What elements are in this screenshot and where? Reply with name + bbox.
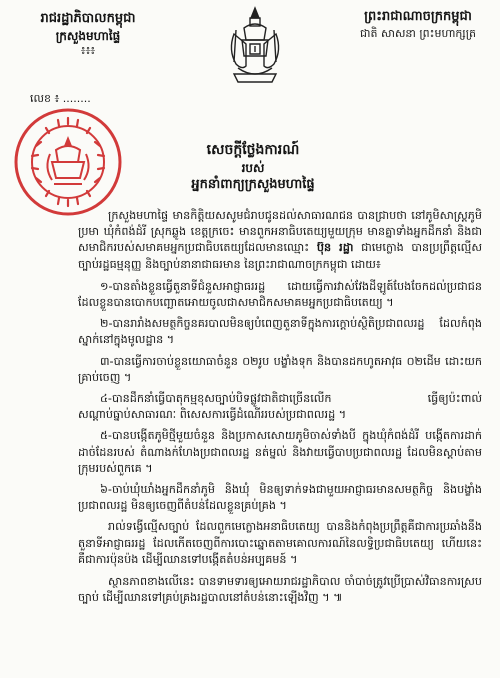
royal-arms-icon bbox=[220, 4, 290, 88]
violation-item-5: ៥-បានបង្កើតភូមិថ្មីមួយចំនួន និងប្រកាសសោយភូមិចាស់ទាំងបី ក្នុងឃុំកំពង់ដំរី បង្កើតការដាក់ដាច់ដែនរបស់ តំណាងក់ហែងប្រជាពលរដ្ឋ នត់ម្នល់ និងវាយធ្វើបាបប្រជាពលរដ្ឋ ដែលមិនស្តាប់តាមក្រុមរបស់ពួកគេ ។ bbox=[78, 429, 482, 475]
document-title bbox=[178, 140, 328, 194]
leader-name: ប៊ុន រដ្ឋា bbox=[316, 241, 354, 255]
end-mark: ៕ bbox=[333, 591, 343, 605]
issuer-ministry: ក្រសួងមហាផ្ទៃ bbox=[55, 29, 121, 43]
statement-body bbox=[78, 208, 482, 612]
conclusion-paragraph: រាល់ទង្វើល្មើសច្បាប់ ដែលពួកមេក្លោងអនាធិបតេយ្យ បាននិងកំពុងប្រព្រឹត្តគឺជាការប្រឆាំងនឹងតួនាទីអាជ្ញាធររដ្ឋ ដែលកើតចេញពីការបោះឆ្នោតតាមគោលការណ៍នៃលទ្ធិប្រជាធិបតេយ្យ ហើយនេះ គឺជាការប៉ុនប៉ង ដើម្បីឈានទៅបង្កើតតំបន់អប្បគមន៍ ។ bbox=[78, 520, 482, 566]
kingdom-motto-block bbox=[340, 8, 496, 42]
national-motto: ជាតិ សាសនា ព្រះមហាក្សត្រ bbox=[360, 27, 476, 40]
title-spokesperson: អ្នកនាំពាក្យក្រសួងមហាផ្ទៃ bbox=[191, 177, 315, 192]
issuer-block bbox=[8, 10, 168, 58]
violation-item-3: ៣-បានធ្វើការចាប់ខ្លួនយោធាចំនួន ០២រូប បង្ខាំងទុក និងបានដកហូតអាវុធ ០២ដើម ដោះយកគ្រាប់ចេញ ។ bbox=[78, 354, 482, 384]
issuer-government: រាជរដ្ឋាភិបាលកម្ពុជា bbox=[40, 11, 136, 26]
violation-item-2: ២-បានរារាំងសមត្ថកិច្ចនគរបាលមិនឲ្យបំពេញតួនាទីក្នុងការក្តោប់ស្ថិតិប្រជាពលរដ្ឋ ដែលកំពុងស្នាក់នៅក្នុងមូលដ្ឋាន ។ bbox=[78, 317, 482, 347]
measures-paragraph: ស្ថានភាពខាងលើនេះ បានទាមទារឲ្យអោយរាជរដ្ឋាភិបាល ចាំបាច់ត្រូវប្រើប្រាស់វិធានការស្របច្បាប់ ដើម្បីឈានទៅគ្រប់គ្រងរដ្ឋបាលនៅតំបន់នោះឡើងវិញ ។ ៕ bbox=[78, 575, 482, 605]
violation-item-4: ៤-បានដឹកនាំធ្វើបាតុកម្មខុសច្បាប់បិទផ្លូវជាតិជាច្រើនលើក ធ្វើឲ្យប៉ះពាល់សណ្តាប់ធ្នាប់សាធារណៈ ពិសេសការធ្វើដំណើររបស់ប្រជាពលរដ្ឋ ។ bbox=[78, 392, 482, 422]
reference-number: លេខ ៖ ........ bbox=[30, 92, 91, 105]
intro-paragraph: ក្រសួងមហាផ្ទៃ មានកិត្តិយសសូមជំរាបជូនដល់សាធារណជន បានជ្រាបថា នៅភូមិសាស្ត្រភូមិប្រមា ឃុំកំពង់ដំរី ស្រុកឆ្លូង ខេត្តក្រចេះ មានពួកអនាធិបតេយ្យមួយក្រុម មានគ្នាទាំងអ្នកដឹកនាំ និងជាសមាជិករបស់សមាគមអ្នកប្រជាធិបតេយ្យដែលមានឈ្មោះ ប៊ុន រដ្ឋា ជាមេក្លោង បានប្រព្រឹត្តល្មើសច្បាប់រដ្ឋធម្មនុញ្ញ និងច្បាប់នានាជាធរមាន នៃព្រះរាជាណាចក្រកម្ពុជា ដោយ៖ bbox=[78, 209, 482, 271]
title-statement: សេចក្តីថ្លែងការណ៍ bbox=[206, 142, 300, 158]
kingdom-name: ព្រះរាជាណាចក្រកម្ពុជា bbox=[364, 9, 472, 24]
issuer-ornament: ៖៖៖ bbox=[80, 44, 96, 57]
violation-item-1: ១-បានតាំងខ្លួនធ្វើតួនាទីជំនួសអាជ្ញាធររដ្ឋ ដោយធ្វើការវាស់វែងដីឡូត៍បែងចែកដល់ប្រជាជន ដែលខ្លួនបានបោកបញ្ឆោតអោយចូលជាសមាជិកសមាគមអ្នកប្រជាធិបតេយ្យ ។ bbox=[78, 279, 482, 310]
official-seal-icon bbox=[12, 106, 124, 218]
title-of: របស់ bbox=[241, 161, 265, 175]
violation-item-6: ៦-ចាប់ឃុំឃាំងអ្នកដឹកនាំភូមិ និងឃុំ មិនឲ្យទាក់ទងជាមួយអាជ្ញាធរមានសមត្ថកិច្ច និងបង្ខាំងប្រជាពលរដ្ឋ មិនឲ្យចេញពីតំបន់ដែលខ្លួនគ្រប់គ្រង ។ bbox=[78, 483, 482, 513]
